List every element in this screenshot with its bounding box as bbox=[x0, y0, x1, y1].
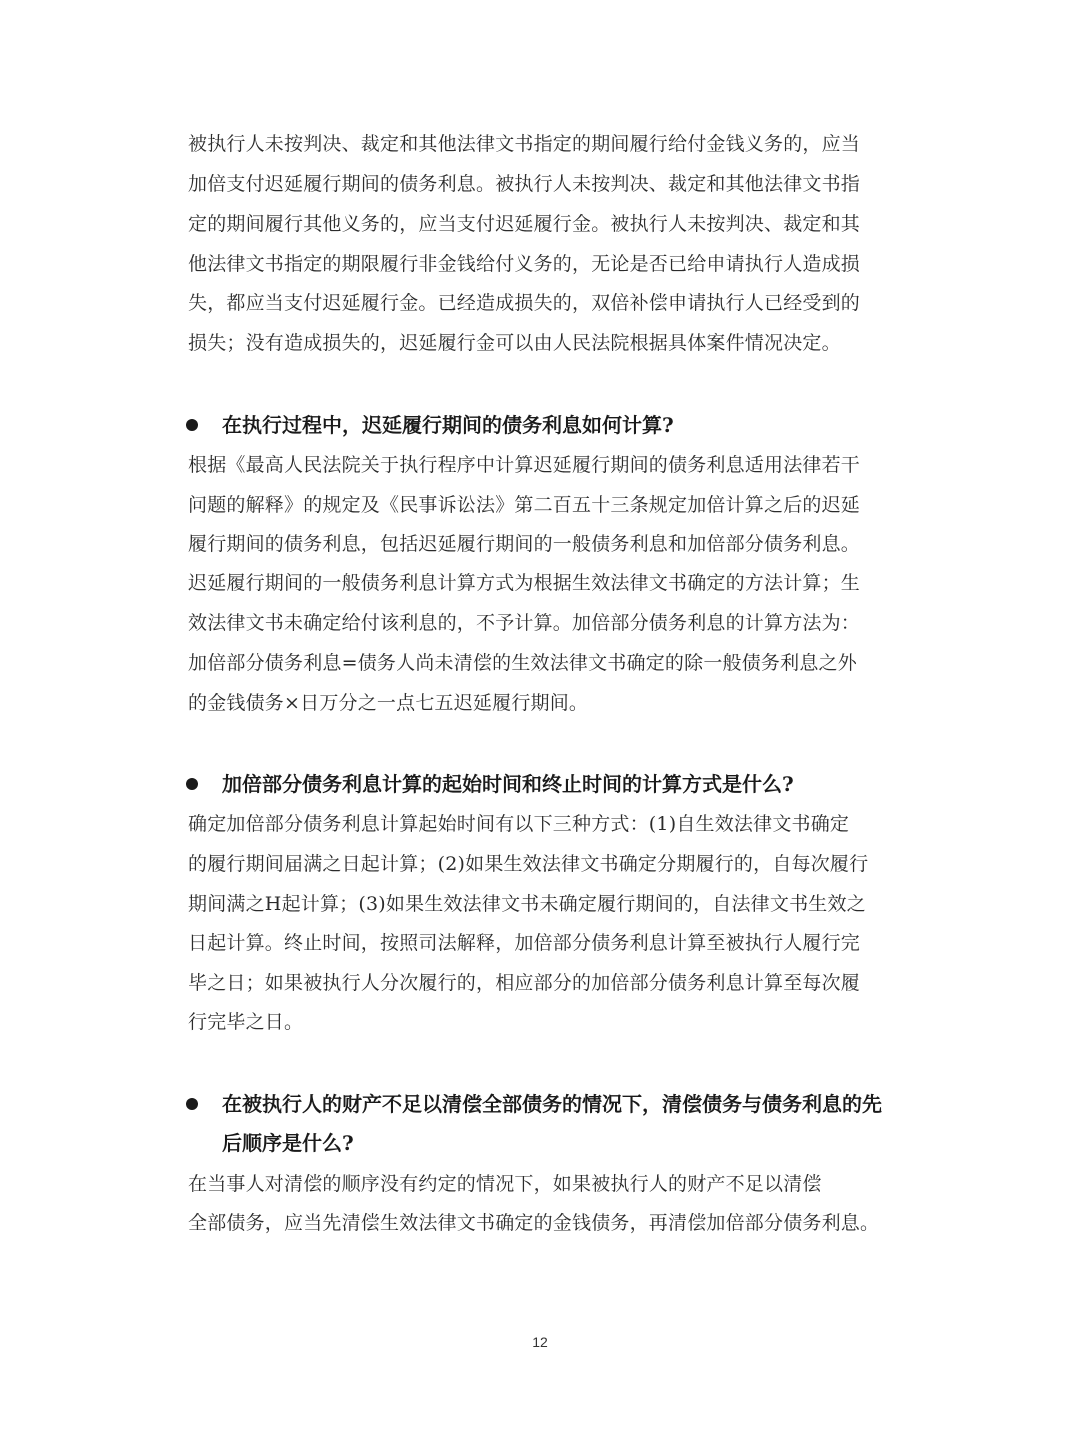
bullet-icon bbox=[186, 1098, 198, 1110]
paragraph-line: 问题的解释》的规定及《民事诉讼法》第二百五十三条规定加倍计算之后的迟延 bbox=[188, 494, 861, 516]
paragraph-line: 被执行人未按判决、裁定和其他法律文书指定的期间履行给付金钱义务的，应当 bbox=[188, 133, 861, 155]
paragraph-line: 加倍支付迟延履行期间的债务利息。被执行人未按判决、裁定和其他法律文书指 bbox=[188, 173, 861, 195]
bullet-icon bbox=[186, 419, 198, 431]
paragraph-line: 失，都应当支付迟延履行金。已经造成损失的，双倍补偿申请执行人已经受到的 bbox=[188, 292, 861, 314]
paragraph-line: 期间满之H起计算；(3)如果生效法律文书未确定履行期间的，自法律文书生效之 bbox=[188, 893, 866, 915]
paragraph-line: 行完毕之日。 bbox=[188, 1011, 304, 1033]
paragraph-line: 日起计算。终止时间，按照司法解释，加倍部分债务利息计算至被执行人履行完 bbox=[188, 932, 861, 954]
paragraph-line: 在当事人对清偿的顺序没有约定的情况下，如果被执行人的财产不足以清偿 bbox=[188, 1173, 822, 1195]
paragraph-line: 他法律文书指定的期限履行非金钱给付义务的，无论是否已给申请执行人造成损 bbox=[188, 253, 861, 275]
paragraph-line: 全部债务，应当先清偿生效法律文书确定的金钱债务，再清偿加倍部分债务利息。 bbox=[188, 1212, 880, 1234]
paragraph-line: 迟延履行期间的一般债务利息计算方式为根据生效法律文书确定的方法计算；生 bbox=[188, 572, 861, 594]
section-heading-continued: 后顺序是什么? bbox=[222, 1131, 354, 1155]
paragraph-line: 加倍部分债务利息=债务人尚未清偿的生效法律文书确定的除一般债务利息之外 bbox=[188, 652, 857, 674]
paragraph-line: 确定加倍部分债务利息计算起始时间有以下三种方式：(1)自生效法律文书确定 bbox=[188, 813, 850, 835]
paragraph-line: 履行期间的债务利息，包括迟延履行期间的一般债务利息和加倍部分债务利息。 bbox=[188, 533, 861, 555]
paragraph-line: 根据《最高人民法院关于执行程序中计算迟延履行期间的债务利息适用法律若干 bbox=[188, 454, 861, 476]
paragraph-line: 定的期间履行其他义务的，应当支付迟延履行金。被执行人未按判决、裁定和其 bbox=[188, 213, 861, 235]
section-heading: 加倍部分债务利息计算的起始时间和终止时间的计算方式是什么? bbox=[222, 772, 794, 796]
section-heading: 在被执行人的财产不足以清偿全部债务的情况下，清偿债务与债务利息的先 bbox=[222, 1092, 882, 1116]
paragraph-line: 的金钱债务×日万分之一点七五迟延履行期间。 bbox=[188, 692, 589, 714]
bullet-icon bbox=[186, 778, 198, 790]
paragraph-line: 的履行期间届满之日起计算；(2)如果生效法律文书确定分期履行的，自每次履行 bbox=[188, 853, 869, 875]
page-number: 12 bbox=[532, 1334, 548, 1350]
section-heading: 在执行过程中，迟延履行期间的债务利息如何计算? bbox=[222, 413, 674, 437]
paragraph-line: 效法律文书未确定给付该利息的，不予计算。加倍部分债务利息的计算方法为： bbox=[188, 612, 861, 634]
paragraph-line: 毕之日；如果被执行人分次履行的，相应部分的加倍部分债务利息计算至每次履 bbox=[188, 972, 861, 994]
paragraph-line: 损失；没有造成损失的，迟延履行金可以由人民法院根据具体案件情况决定。 bbox=[188, 332, 841, 354]
